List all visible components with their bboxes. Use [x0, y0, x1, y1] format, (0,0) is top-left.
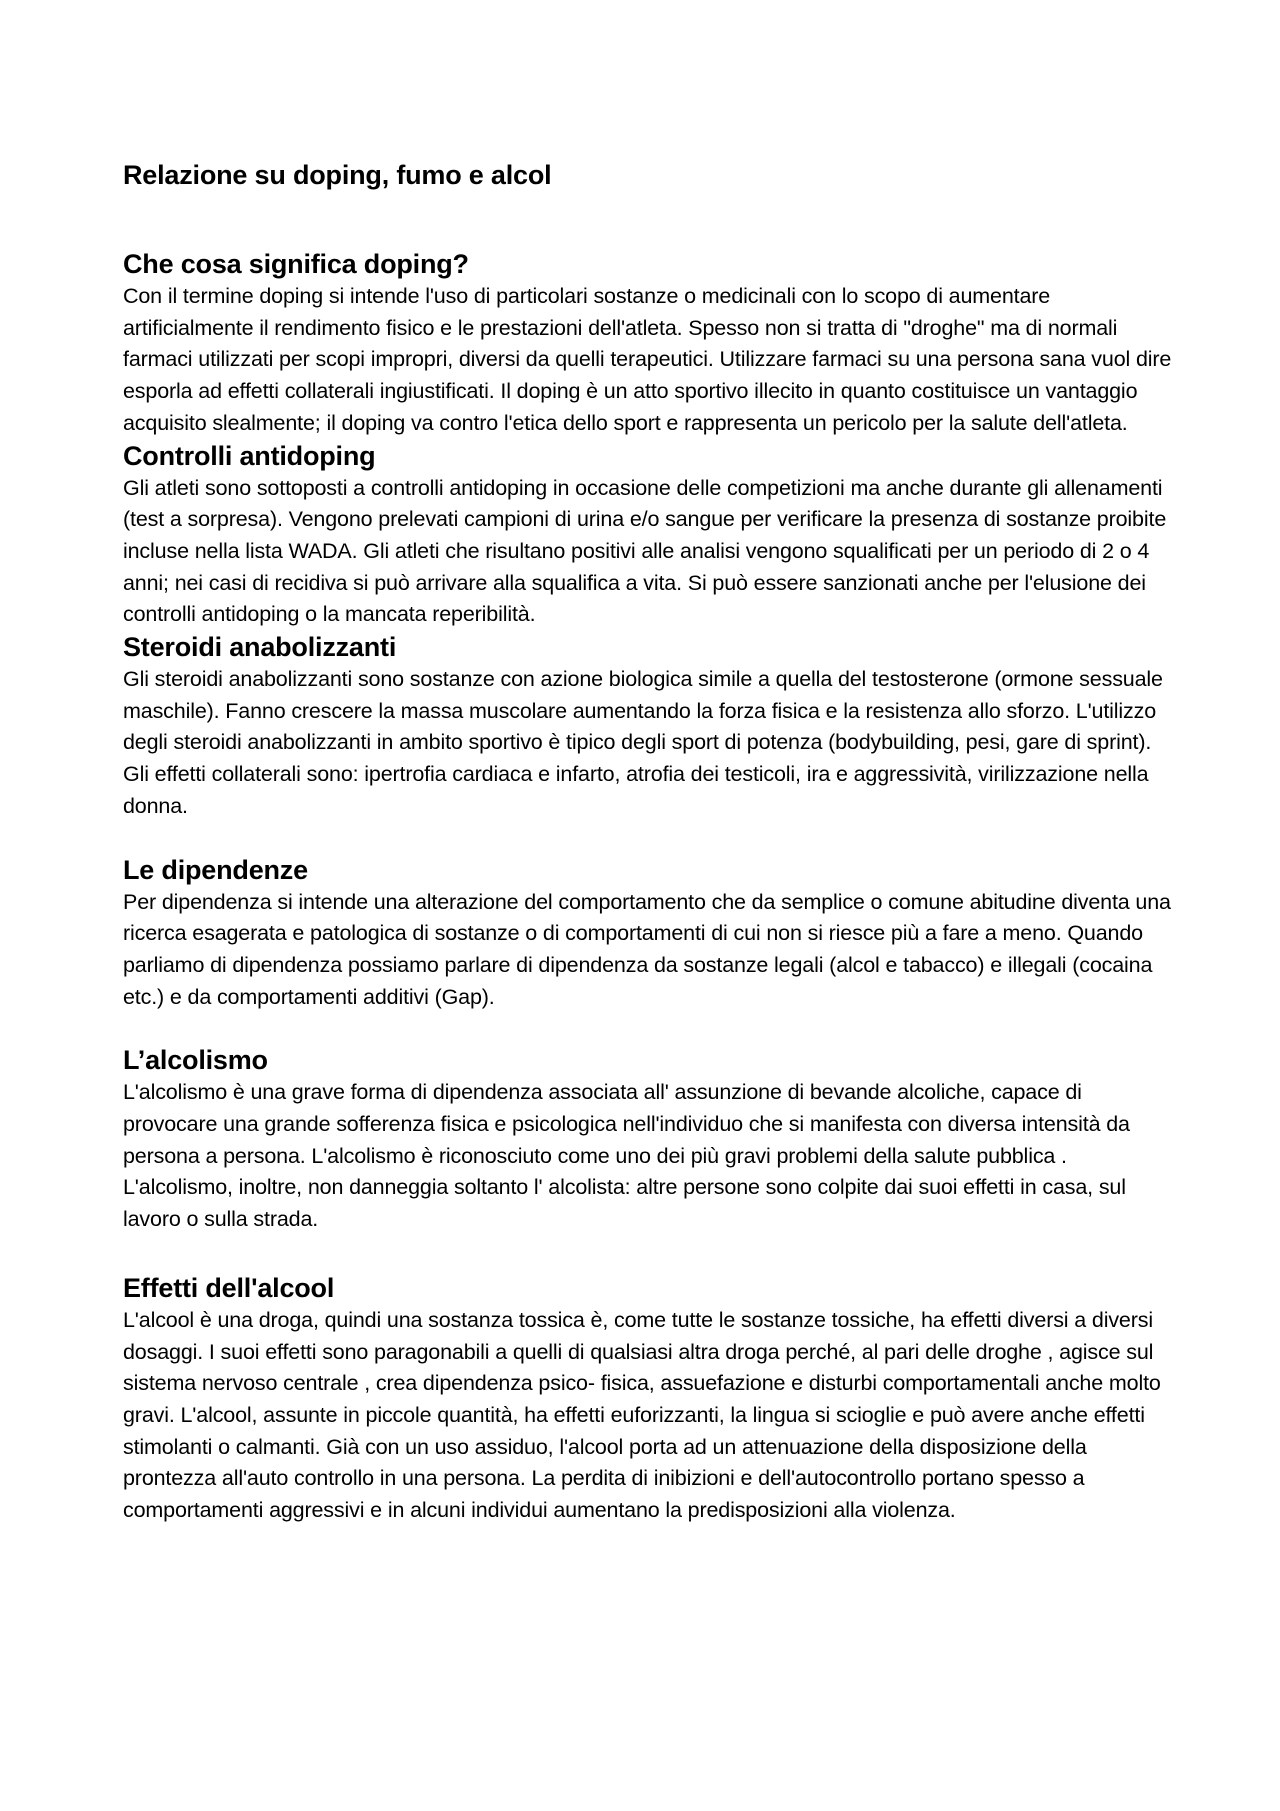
section-anabolic-steroids — [123, 631, 1173, 823]
section-heading: Le dipendenze — [123, 854, 308, 885]
document-title: Relazione su doping, fumo e alcol — [123, 160, 552, 190]
section-paragraph: L'alcolismo è una grave forma di dipendenza associata all' assunzione di bevande alcoliche, capace di provocare una grande sofferenza fisica e psicologica nell'individuo che si manifesta con diversa intensità da persona a persona. L'alcolismo è riconosciuto come uno dei più gravi problemi della salute pubblica . L'alcolismo, inoltre, non danneggia soltanto l' alcolista: altre persone sono colpite dai suoi effetti in casa, sul lavoro o sulla strada. — [123, 1080, 1130, 1232]
section-paragraph: Con il termine doping si intende l'uso di particolari sostanze o medicinali con lo scopo di aumentare artificialmente il rendimento fisico e le prestazioni dell'atleta. Spesso non si tratta di "droghe" ma di normali farmaci utilizzati per scopi impropri, diversi da quelli terapeutici. Utilizzare farmaci su una persona sana vuol dire esporla ad effetti collaterali ingiustificati. Il doping è un atto sportivo illecito in quanto costituisce un vantaggio acquisito slealmente; il doping va contro l'etica dello sport e rappresenta un pericolo per la salute dell'atleta. — [123, 284, 1172, 435]
section-heading: Steroidi anabolizzanti — [123, 632, 397, 663]
section-paragraph: Gli steroidi anabolizzanti sono sostanze con azione biologica simile a quella del testosterone (ormone sessuale maschile). Fanno crescere la massa muscolare aumentando la forza fisica e la resistenza allo sforzo. L'utilizzo degli steroidi anabolizzanti in ambito sportivo è tipico degli sport di potenza (bodybuilding, pesi, gare di sprint). Gli effetti collaterali sono: ipertrofia cardiaca e infarto, atrofia dei testicoli, ira e aggressività, virilizzazione nella donna. — [123, 667, 1163, 818]
document-page — [123, 156, 1173, 1527]
section-heading: L’alcolismo — [123, 1045, 268, 1076]
section-paragraph: Gli atleti sono sottoposti a controlli antidoping in occasione delle competizioni ma anche durante gli allenamenti (test a sorpresa). Vengono prelevati campioni di urina e/o sangue per verificare la presenza di sostanze proibite incluse nella lista WADA. Gli atleti che risultano positivi alle analisi vengono squalificati per un periodo di 2 o 4 anni; nei casi di recidiva si può arrivare alla squalifica a vita. Si può essere sanzionati anche per l'elusione dei controlli antidoping o la mancata reperibilità. — [123, 475, 1167, 627]
section-paragraph: Per dipendenza si intende una alterazione del comportamento che da semplice o comune abitudine diventa una ricerca esagerata e patologica di sostanze o di comportamenti di cui non si riesce più a fare a meno. Quando parliamo di dipendenza possiamo parlare di dipendenza da sostanze legali (alcol e tabacco) e illegali (cocaina etc.) e da comportamenti additivi (Gap). — [123, 889, 1171, 1009]
section-heading: Che cosa significa doping? — [123, 249, 469, 279]
section-doping-definition — [123, 248, 1173, 440]
section-heading: Effetti dell'alcool — [123, 1272, 335, 1303]
section-heading: Controlli antidoping — [123, 440, 376, 471]
section-alcoholism — [123, 1044, 1173, 1236]
section-alcohol-effects — [123, 1272, 1173, 1527]
section-addictions — [123, 854, 1173, 1014]
section-antidoping-controls — [123, 440, 1173, 632]
section-paragraph: L'alcool è una droga, quindi una sostanza tossica è, come tutte le sostanze tossiche, ha effetti diversi a diversi dosaggi. I suoi effetti sono paragonabili a quelli di qualsiasi altra droga perché, al pari delle droghe , agisce sul sistema nervoso centrale , crea dipendenza psico- fisica, assuefazione e disturbi comportamentali anche molto gravi. L'alcool, assunte in piccole quantità, ha effetti euforizzanti, la lingua si scioglie e può avere anche effetti stimolanti o calmanti. Già con un uso assiduo, l'alcool porta ad un attenuazione della disposizione della prontezza all'auto controllo in una persona. La perdita di inibizioni e dell'autocontrollo portano spesso a comportamenti aggressivi e in alcuni individui aumentano la predisposizioni alla violenza. — [123, 1307, 1161, 1523]
